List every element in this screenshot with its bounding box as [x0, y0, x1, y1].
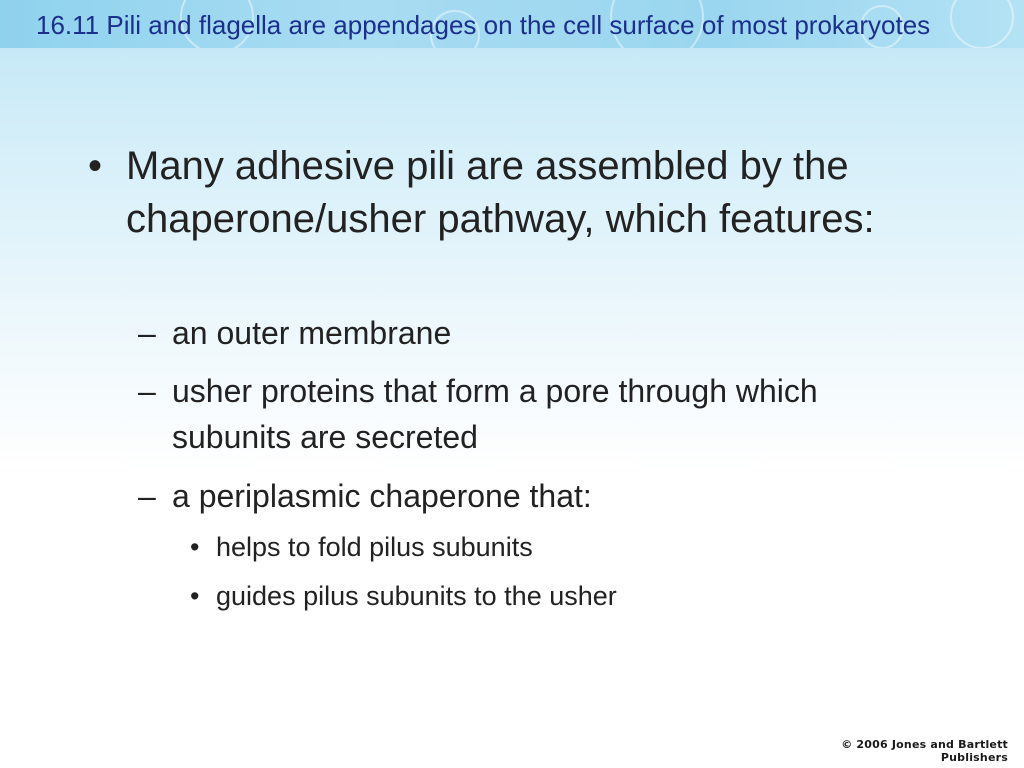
sub-bullet-marker: • — [190, 532, 200, 562]
main-bullet — [88, 140, 888, 246]
main-bullet-text: Many adhesive pili are assembled by the chaperone/usher pathway, which features: — [126, 144, 875, 241]
feature-item — [138, 473, 898, 519]
bullet-marker: • — [88, 144, 103, 188]
copyright-notice: © 2006 Jones and Bartlett Publishers — [841, 738, 1008, 764]
dash-marker: – — [138, 478, 156, 514]
chaperone-role-item — [190, 530, 890, 564]
chaperone-role-item — [190, 579, 890, 613]
slide-title: 16.11 Pili and flagella are appendages on the cell surface of most prokaryotes — [36, 10, 931, 40]
chaperone-role-text: guides pilus subunits to the usher — [216, 581, 617, 611]
feature-item — [138, 368, 898, 460]
dash-marker: – — [138, 373, 156, 409]
sub-bullet-marker: • — [190, 581, 200, 611]
dash-marker: – — [138, 315, 156, 351]
feature-item — [138, 310, 898, 356]
feature-text: an outer membrane — [172, 315, 452, 351]
feature-text: a periplasmic chaperone that: — [172, 478, 592, 514]
feature-text: usher proteins that form a pore through which subunits are secreted — [172, 373, 818, 455]
chaperone-role-text: helps to fold pilus subunits — [216, 532, 533, 562]
